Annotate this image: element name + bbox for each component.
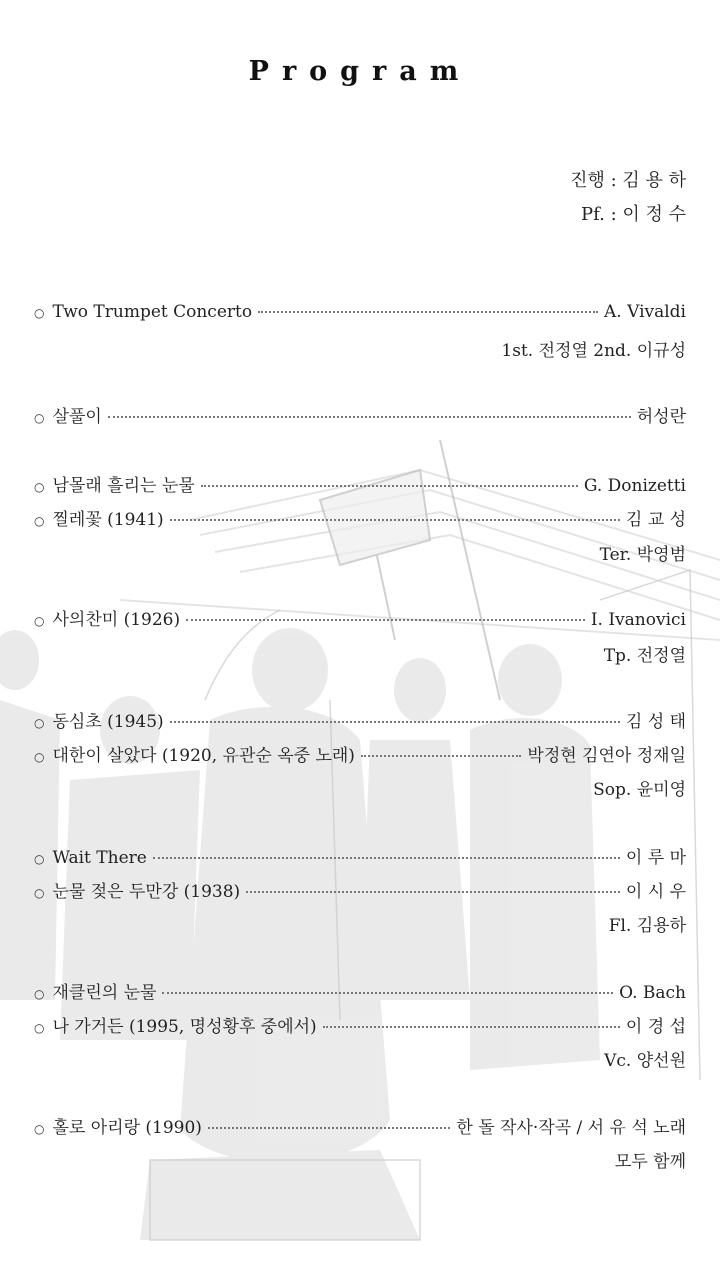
composer: A. Vivaldi <box>604 302 686 322</box>
composer: 박정현 김연아 정재일 <box>527 746 686 766</box>
bullet-icon: ○ <box>34 886 45 900</box>
bullet-icon: ○ <box>34 514 45 528</box>
bullet-icon: ○ <box>34 614 45 628</box>
bullet-icon: ○ <box>34 750 45 764</box>
performer: 모두 함께 <box>614 1152 686 1172</box>
piece-title: 사의찬미 (1926) <box>52 610 181 630</box>
dot-leader <box>108 416 631 418</box>
bullet-icon: ○ <box>34 1021 45 1035</box>
program-item <box>34 1012 686 1038</box>
bullet-icon: ○ <box>34 987 45 1001</box>
dot-leader <box>170 519 620 521</box>
composer: 김 교 성 <box>625 510 686 530</box>
dot-leader <box>201 485 578 487</box>
program-item <box>34 843 686 869</box>
piece-title: 동심초 (1945) <box>52 712 164 732</box>
piece-title: 재클린의 눈물 <box>52 983 157 1003</box>
dot-leader <box>361 755 521 757</box>
bullet-icon: ○ <box>34 306 45 320</box>
program-item <box>34 978 686 1004</box>
bullet-icon: ○ <box>34 716 45 730</box>
program-item <box>34 707 686 733</box>
dot-leader <box>208 1127 450 1129</box>
piece-title: 눈물 젖은 두만강 (1938) <box>52 882 241 902</box>
composer: 김 성 태 <box>625 712 686 732</box>
piece-title: 나 가거든 (1995, 명성황후 중에서) <box>52 1017 317 1037</box>
bullet-icon: ○ <box>34 1122 45 1136</box>
performer: Tp. 전정열 <box>603 646 686 666</box>
performer: Sop. 윤미영 <box>593 780 686 800</box>
program-item <box>34 302 686 328</box>
bullet-icon: ○ <box>34 411 45 425</box>
performer: Fl. 김용하 <box>608 916 686 936</box>
dot-leader <box>323 1026 620 1028</box>
composer: 한 돌 작사·작곡 / 서 유 석 노래 <box>456 1118 686 1138</box>
piece-title: 찔레꽃 (1941) <box>52 510 164 530</box>
piece-title: 살풀이 <box>52 407 102 427</box>
composer: I. Ivanovici <box>590 610 686 630</box>
program-item <box>34 1113 686 1139</box>
program-item <box>34 877 686 903</box>
piece-title: 대한이 살았다 (1920, 유관순 옥중 노래) <box>52 746 355 766</box>
dot-leader <box>186 619 585 621</box>
performer: Ter. 박영범 <box>599 545 686 565</box>
host-credit: 진행 : 김 용 하 <box>570 170 686 191</box>
composer: G. Donizetti <box>583 476 686 496</box>
dot-leader <box>170 721 620 723</box>
composer: 이 루 마 <box>625 848 686 868</box>
program-item <box>34 402 686 428</box>
piece-title: Wait There <box>52 848 147 868</box>
composer: 이 경 섭 <box>625 1017 686 1037</box>
composer: 허성란 <box>636 407 686 427</box>
program-item <box>34 741 686 767</box>
page-title: Program <box>248 56 472 87</box>
program-item <box>34 471 686 497</box>
dot-leader <box>258 311 598 313</box>
piece-title: 남몰래 흘리는 눈물 <box>52 476 195 496</box>
bullet-icon: ○ <box>34 480 45 494</box>
dot-leader <box>246 891 620 893</box>
composer: 이 시 우 <box>625 882 686 902</box>
composer: O. Bach <box>619 983 686 1003</box>
program-item <box>34 605 686 631</box>
piece-title: Two Trumpet Concerto <box>52 302 253 322</box>
dot-leader <box>162 992 613 994</box>
dot-leader <box>153 857 620 859</box>
performer: Vc. 양선원 <box>604 1051 686 1071</box>
program-item <box>34 505 686 531</box>
performer: 1st. 전정열 2nd. 이규성 <box>501 341 686 361</box>
piece-title: 홀로 아리랑 (1990) <box>52 1118 202 1138</box>
bullet-icon: ○ <box>34 852 45 866</box>
pianist-credit: Pf. : 이 정 수 <box>581 204 686 225</box>
